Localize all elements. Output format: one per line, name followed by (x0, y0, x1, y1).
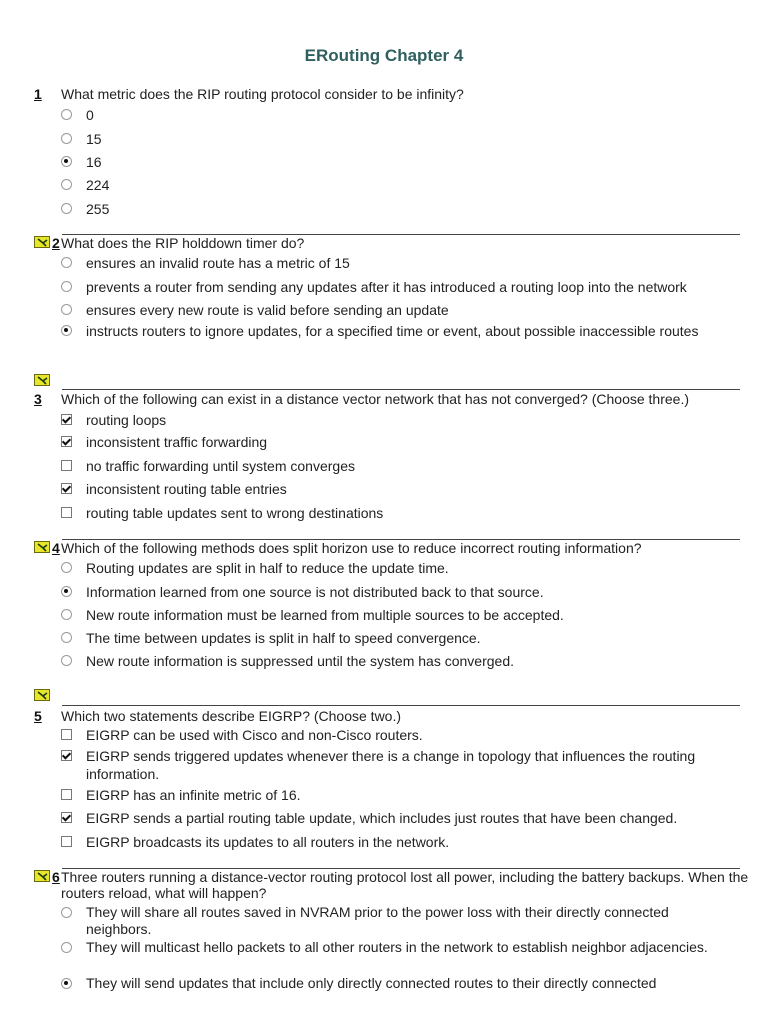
checkbox-checked[interactable] (61, 812, 72, 823)
page-title: ERouting Chapter 4 (304, 46, 464, 65)
checkbox-checked[interactable] (61, 414, 72, 425)
question-number: 5 (34, 708, 42, 724)
answer-marker-icon (34, 374, 50, 386)
checkbox[interactable] (61, 836, 72, 847)
question-text: Three routers running a distance-vector routing protocol lost all power, including the battery backups. When the routers reload, what will happen? (61, 869, 749, 901)
radio-button[interactable] (61, 109, 72, 120)
checkbox-checked[interactable] (61, 436, 72, 447)
radio-button[interactable] (61, 304, 72, 315)
question-number: 2 (52, 235, 60, 251)
question-4: 4 Which of the following methods does split horizon use to reduce incorrect routing information? Routing updates are split in half to reduce the update time. Information learned from one source is not distributed back to that source. New route information must be learned from multiple sources to be accepted. The time between updates is split in half to speed convergence. New route information is suppressed until the system has converged. (30, 540, 742, 670)
question-6: 6 Three routers running a distance-vector routing protocol lost all power, including the battery backups. When the routers reload, what will happen? They will share all routes saved in NVRAM prior to the power loss with their directly connected neighbors. They will multicast hello packets to all other routers in the network to establish neighbor adjacencies. They will send updates that include only directly connected routes to their directly connected (30, 869, 742, 1019)
radio-button-selected[interactable] (61, 156, 72, 167)
radio-button[interactable] (61, 562, 72, 573)
question-number: 1 (34, 86, 42, 102)
question-text: Which of the following can exist in a distance vector network that has not converged? (Choose three.) (61, 391, 690, 407)
radio-button-selected[interactable] (61, 325, 72, 336)
radio-button-selected[interactable] (61, 586, 72, 597)
radio-button[interactable] (61, 942, 72, 953)
question-text: What metric does the RIP routing protocol consider to be infinity? (61, 86, 464, 102)
radio-button[interactable] (61, 632, 72, 643)
question-divider (62, 705, 740, 706)
checkbox-checked[interactable] (61, 750, 72, 761)
question-text: What does the RIP holddown timer do? (61, 235, 305, 251)
radio-button[interactable] (61, 133, 72, 144)
radio-button[interactable] (61, 907, 72, 918)
checkbox[interactable] (61, 507, 72, 518)
radio-button[interactable] (61, 281, 72, 292)
question-number: 3 (34, 391, 42, 407)
question-5: 5 Which two statements describe EIGRP? (Choose two.) EIGRP can be used with Cisco and non-Cisco routers. EIGRP sends triggered updates whenever there is a change in topology that influences the routing information. EIGRP has an infinite metric of 16. EIGRP sends a partial routing table update, which includes just routes that have been changed. EIGRP broadcasts its updates to all routers in the network. (30, 708, 742, 853)
question-text: Which two statements describe EIGRP? (Choose two.) (61, 708, 402, 724)
radio-button[interactable] (61, 655, 72, 666)
question-3: 3 Which of the following can exist in a distance vector network that has not converged? (Choose three.) routing loops inconsistent traffic forwarding no traffic forwarding until system converges inconsistent routing table entries routing table updates sent to wrong destinations (30, 391, 742, 521)
question-number: 6 (52, 869, 60, 885)
radio-button[interactable] (61, 609, 72, 620)
question-text: Which of the following methods does split horizon use to reduce incorrect routing information? (61, 540, 642, 556)
radio-button-selected[interactable] (61, 978, 72, 989)
radio-button[interactable] (61, 179, 72, 190)
checkbox[interactable] (61, 729, 72, 740)
question-2: 2 What does the RIP holddown timer do? ensures an invalid route has a metric of 15 prevents a router from sending any updates after it has introduced a routing loop into the network ensures every new route is valid before sending an update instructs routers to ignore updates, for a specified time or event, about possible inaccessible routes (30, 235, 742, 360)
checkbox[interactable] (61, 460, 72, 471)
checkbox[interactable] (61, 789, 72, 800)
question-number: 4 (52, 540, 60, 556)
answer-marker-icon (34, 689, 50, 701)
radio-button[interactable] (61, 203, 72, 214)
radio-button[interactable] (61, 257, 72, 268)
question-divider (62, 389, 740, 390)
question-1: 1 What metric does the RIP routing protocol consider to be infinity? 0 15 16 224 255 (30, 86, 742, 216)
checkbox-checked[interactable] (61, 483, 72, 494)
